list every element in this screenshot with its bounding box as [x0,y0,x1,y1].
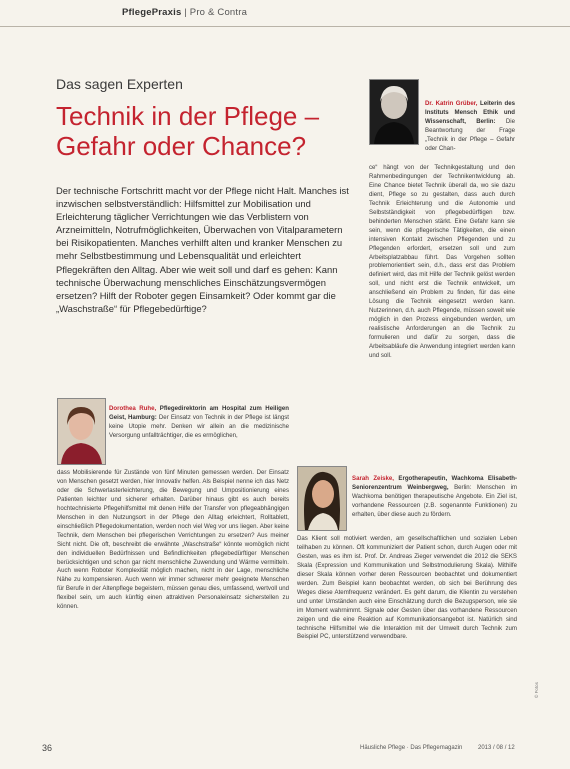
section-brand [122,7,247,18]
statement-zeiske-lead-text: Berlin: Menschen im Wachkoma benötigen therapeutische Angebote. Ein Ziel ist, vorhandene Ressourcen (z.B. sogenannte Funktionen) zu erhalten, über diese auch zu fördern. [352,483,517,518]
portrait-ruhe [57,398,106,465]
photo-credit: © Fotos [534,682,539,698]
expert-name-zeiske: Sarah Zeiske, [352,475,394,482]
statement-ruhe-lead-text: Der Einsatz von Technik in der Pflege ist längst keine Utopie mehr. Denken wir allein an die medizinische Versorgung unfallträchtiger, die es ermöglichen, [109,413,289,439]
statement-zeiske-lead [352,475,517,520]
expert-role-gruber: Leiterin des Instituts Mensch Ethik und Wissenschaft, Berlin: [425,100,515,125]
issue-info: 2013 / 08 / 12 [478,745,515,751]
statement-gruber-lead-text: Die Beantwortung der Frage „Technik in der Pflege – Gefahr oder Chan- [425,117,515,152]
statement-gruber-lead [425,100,515,154]
portrait-zeiske-image [298,467,346,530]
statement-zeiske-body: Das Klient soll motiviert werden, am gesellschaftlichen und sozialen Leben teilhaben zu können. Oft kommuniziert der Patient schon, durch Augen oder mit Gesten, was es ihm ist. Prof. Dr. Andreas Zieger verwendet die 2012 die SEKS Skala (Expression und Kommunikation und Selbstmodulierung Skala). Mithilfe dieser Skala können vorher deren Ressourcen beobachtet und dokumentiert werden. Zum Beispiel kann beobachtet werden, ob sich bei Berührung des Weges diese Atemfrequenz verändert. Es geht darum, die Klientin zu verstehen und unter Umständen auch eine Einschätzung durch die Bezugsperson, wie sie im Moment wahrnimmt. Signale oder Gesten über das vorhandene Ressourcen zeigen und die eine Reaktion auf Kommunikationsangebot ist. Natürlich sind technische Hilfsmittel wie die Interaktion mit der Umwelt durch Technik zum Beispiel PC, unterstützend verwendbare. [297,535,517,641]
statement-ruhe-lead [109,405,289,441]
expert-role-zeiske: Ergotherapeutin, Wachkoma Elisabeth-Seniorenzentrum Weinbergweg, [352,475,517,491]
page-footer [0,735,570,759]
portrait-ruhe-image [58,399,105,464]
magazine-name: Häusliche Pflege · Das Pflegemagazin [360,745,463,751]
statement-gruber-body: ce“ hängt von der Technikgestaltung und den Rahmenbedingungen der Technikentwicklung ab. Eine Chance bietet Technik überall da, wo sie dazu dient, Pflege so zu gestalten, dass auch durch Technik Erleichterung und die Autonomie und Selbstständigkeit von pflegebedürftigen bzw. behinderten Menschen stärkt. Eine Gefahr kann sie sein, wenn die pflegerische Tätigkeiten, die einen intensiven Kontakt zwischen Pflegenden und zu Pflegenden erfordert, ersetzen soll und zum Arbeitsplatzabbau führt. Das Vorgehen sollten problemorientiert sein, d.h., dass erst das Problem definiert wird, das mit Hilfe der Technik gelöst werden soll, und nicht erst die Technik entwickelt, um anschließend ein Problem zu finden, für das eine Lösung die Technik eingesetzt werden kann. Nutzerinnen, d.h. auch Pflegende, müssen soweit wie möglich in den Prozess eingebunden werden, um realistische Anforderungen an die Technik zu formulieren und dafür zu sorgen, dass die Arbeitsabläufe die Anwendung integriert werden kann und soll. [369,164,515,360]
brand-name: PflegePraxis [122,7,182,18]
portrait-zeiske [297,466,347,531]
section-label: | Pro & Contra [181,7,248,18]
expert-role-ruhe: Pflegedirektorin am Hospital zum Heiligen Geist, Hamburg: [109,405,290,421]
article-kicker: Das sagen Experten [56,76,183,92]
article-intro: Der technische Fortschritt macht vor der Pflege nicht Halt. Manches ist inzwischen selbstverständlich: Hilfsmittel zur Mobilisation und Erleichterung täglicher Verrichtungen wie das Verblistern von Arzneimitteln, Notrufmöglichkeiten, Überwachen von Vitalparametern bei Risikopatienten. Manches verhilft alten und kranker Menschen zu mehr Selbstbestimmung und Lebensqualität und erleichtert Pflegekräften den Alltag. Aber wie weit soll und darf es gehen: Kann technische Überwachung menschliches Einschätzungsvermögen ersetzen? Hilft der Roboter gegen Einsamkeit? Oder kommt gar die „Waschstraße“ für Pflegebedürftige? [56,185,349,314]
portrait-gruber [369,79,419,145]
page-header [0,0,570,27]
expert-name-gruber: Dr. Katrin Grüber, [425,100,478,107]
article-headline: Technik in der Pflege – Gefahr oder Chance? [56,101,320,161]
page-number: 36 [42,743,53,753]
statement-ruhe-body: dass Mobilisierende für Zustände von fünf Minuten gemessen werden. Der Einsatz von Menschen gesetzt werden, hier Innovativ helfen. Als Beispiel nenne ich das Netz oder die Schwerlasterleichterung, die Bewegung und Umpositionierung eines Patienten leichter und sicherer erhalten. Darüber hinaus gibt es auch bereits hochtechnisierte Pflegehilfsmittel mit denen Hilfe der Transfer von pflegeabhängigen Menschen in den Nutzungsort in der Pflege den Alltag erleichtert, Rolltablett, einschließlich Pflegedokumentation, werden noch viel Weg vor uns liegen. Aber keine Technik, dem Menschen bei pflegerischen Verrichtungen zu ersetzen? Aus meiner Sicht nicht. Die oft, beschreibt die erwähnte „Waschstraße“ könnte womöglich nicht den individuellen Bedürfnissen und Befindlichkeiten pflegebedürftiger Menschen berücksichtigen und schon gar nicht menschliche Zuwendung und Wärme vermitteln. Auch wenn Roboter Komplexität möglich machen, nicht in der Lage, menschliche Nähe zu kompensieren. Auch wenn wir immer schwerer mehr geeignete Menschen für Berufe in der Altenpflege begeistern, müssen genau dies, umfassend, wertvoll und flexibel sein, um auch künftig einen attraktiven Personaleinsatz sicherstellen zu können. [57,469,289,611]
expert-name-ruhe: Dorothea Ruhe, [109,405,157,412]
portrait-gruber-image [370,80,418,144]
